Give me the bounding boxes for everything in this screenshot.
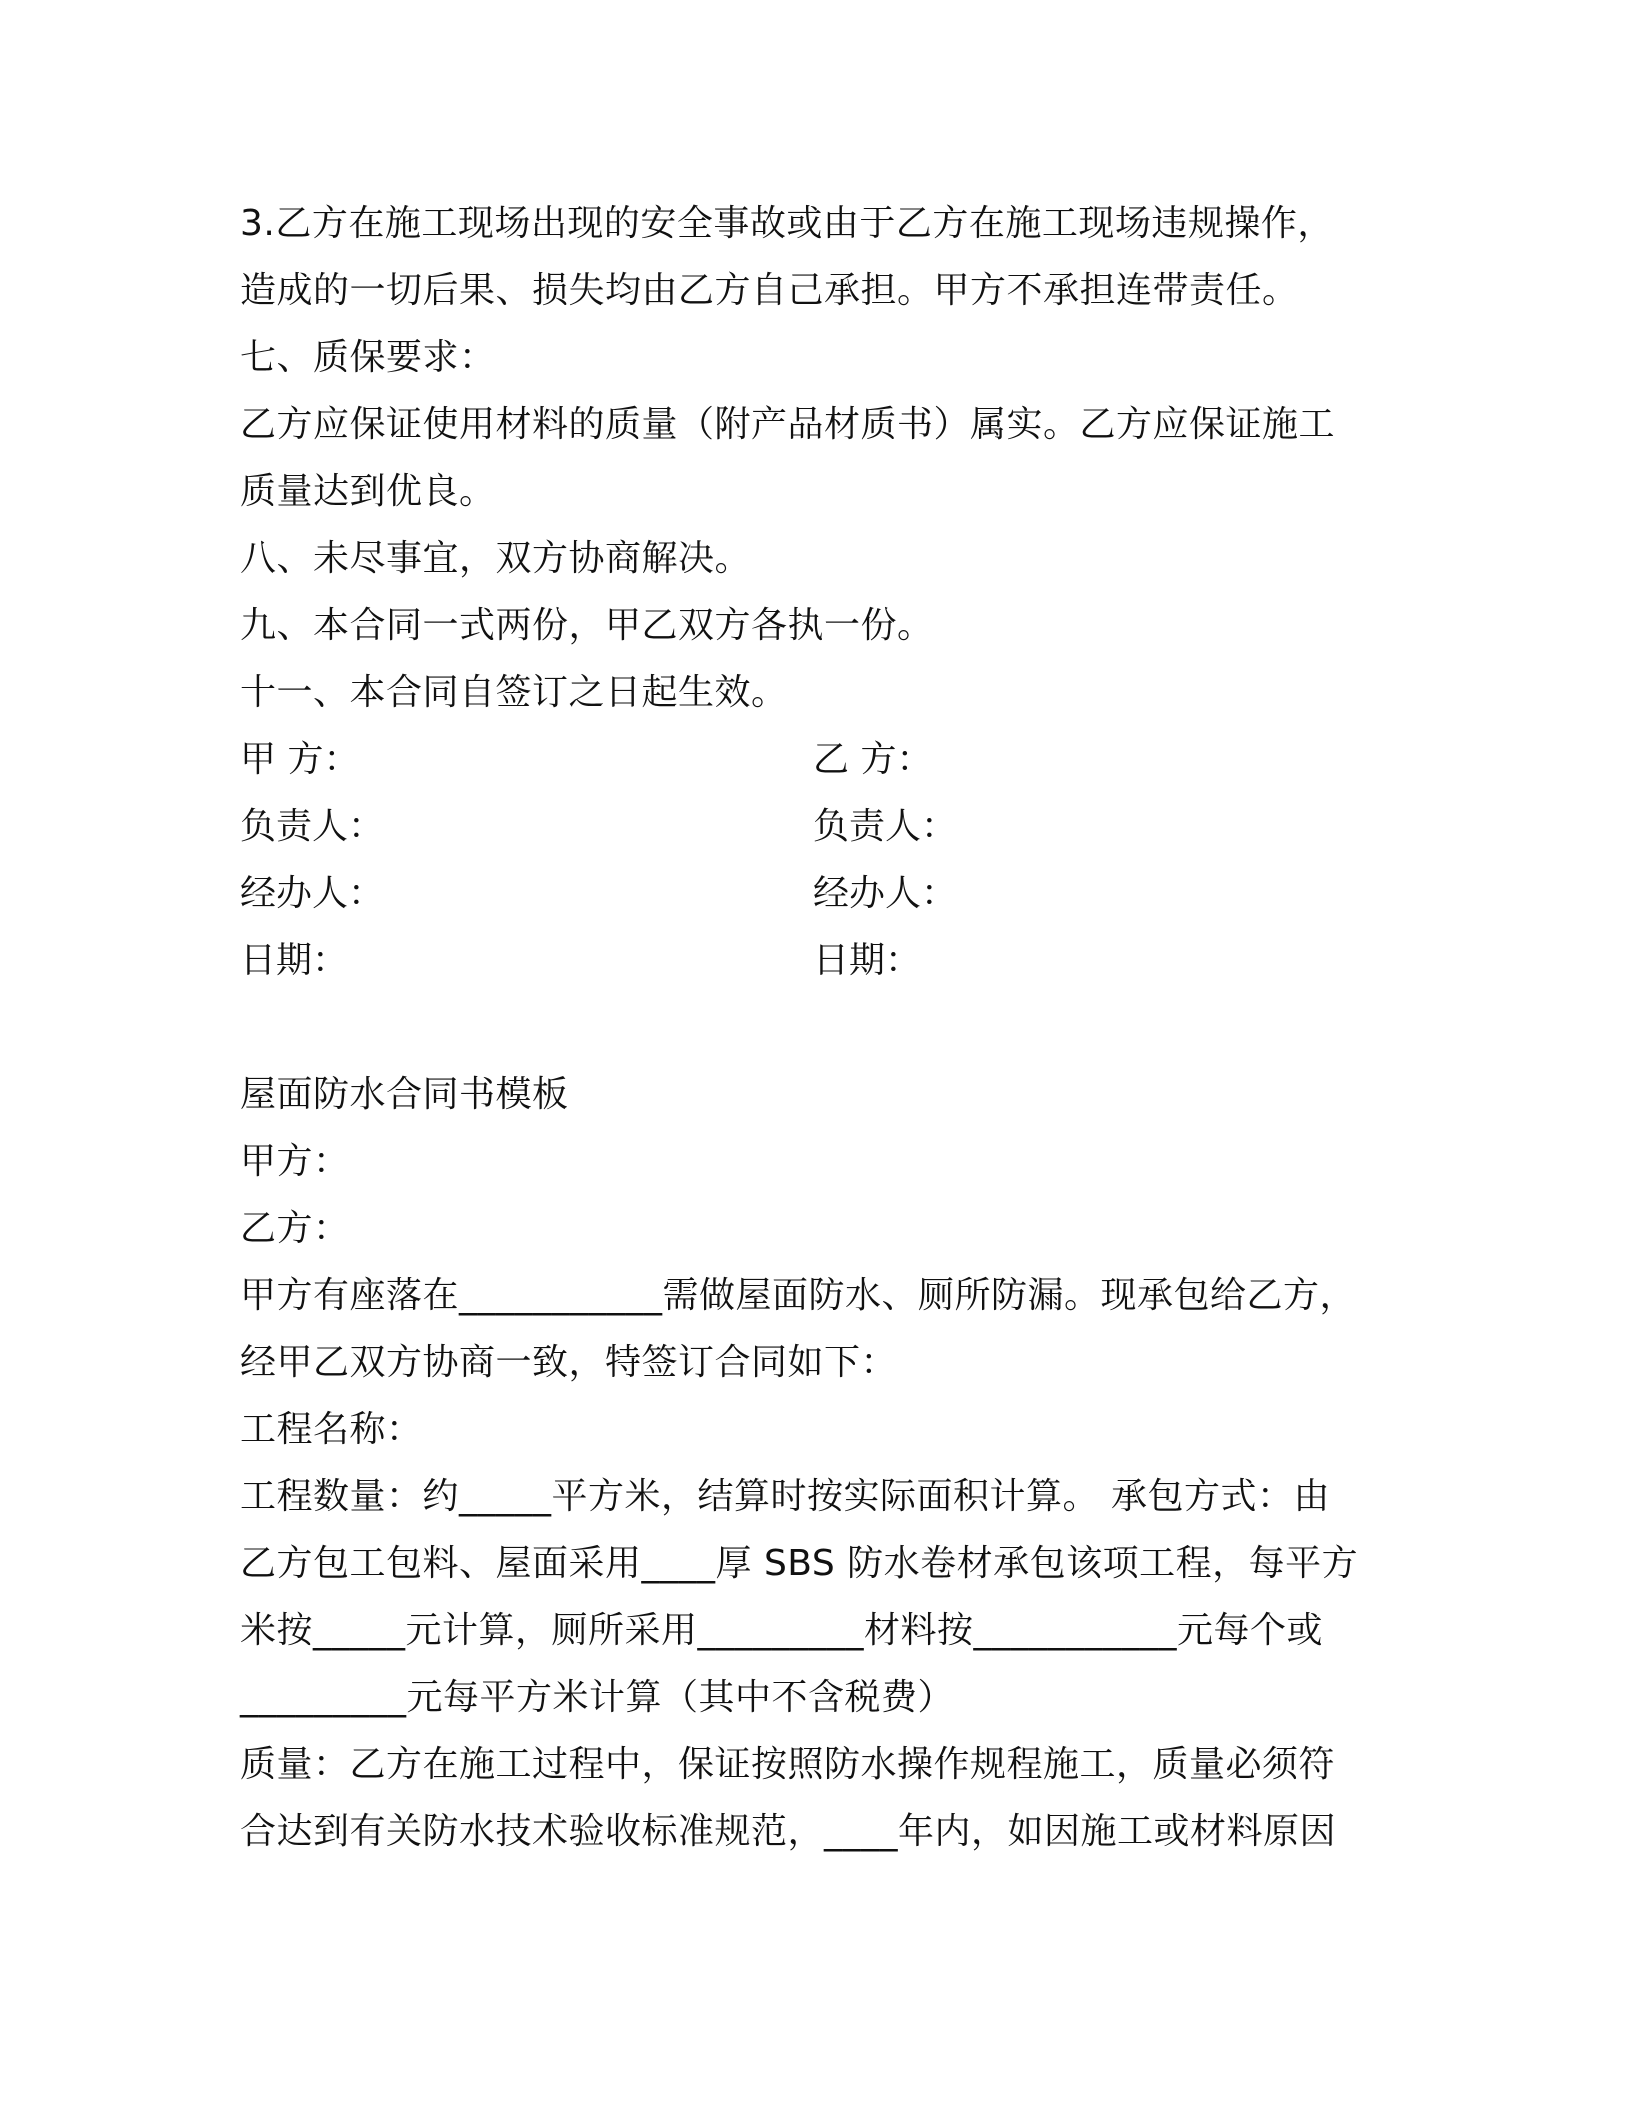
clause-line: 九、本合同一式两份，甲乙双方各执一份。 [240, 605, 934, 646]
paragraph-line: 甲方有座落在___________需做屋面防水、厕所防漏。现承包给乙方， [240, 1275, 1357, 1316]
paragraph-line: 造成的一切后果、损失均由乙方自己承担。甲方不承担连带责任。 [240, 270, 1299, 311]
paragraph-line: 质量达到优良。 [240, 471, 496, 512]
signature-row [240, 726, 1400, 793]
party-b-responsible-label: 负责人： [813, 806, 958, 847]
paragraph-line: 甲方： [240, 1141, 350, 1182]
signature-block [240, 726, 1400, 994]
paragraph-line: 工程名称： [240, 1409, 423, 1450]
clause-line: 八、未尽事宜，双方协商解决。 [240, 538, 752, 579]
document-page [240, 190, 1400, 1865]
party-a-date-label: 日期： [240, 940, 349, 981]
party-b-handler-label: 经办人： [813, 873, 958, 914]
paragraph-line: 米按_____元计算，厕所采用_________材料按___________元每个或 [240, 1610, 1324, 1651]
party-a-responsible-label: 负责人： [240, 806, 385, 847]
paragraph-line: 乙方应保证使用材料的质量（附产品材质书）属实。乙方应保证施工 [240, 404, 1336, 445]
paragraph-line: 质量：乙方在施工过程中，保证按照防水操作规程施工，质量必须符 [240, 1744, 1336, 1785]
signature-row [240, 860, 1400, 927]
paragraph-line: 乙方： [240, 1208, 350, 1249]
section-one [240, 190, 1400, 726]
party-b-date-label: 日期： [813, 940, 922, 981]
party-a-label: 甲 方： [240, 739, 360, 780]
section-heading: 七、质保要求： [240, 337, 496, 378]
paragraph-line: 乙方包工包料、屋面采用____厚 SBS 防水卷材承包该项工程，每平方 [240, 1543, 1359, 1584]
paragraph-line: 经甲乙双方协商一致，特签订合同如下： [240, 1342, 898, 1383]
blank-spacer [240, 994, 1400, 1061]
document-title: 屋面防水合同书模板 [240, 1074, 569, 1115]
paragraph-line: 3.乙方在施工现场出现的安全事故或由于乙方在施工现场违规操作， [240, 203, 1334, 244]
paragraph-line: _________元每平方米计算（其中不含税费） [240, 1677, 955, 1718]
signature-row [240, 793, 1400, 860]
party-b-label: 乙 方： [813, 739, 933, 780]
signature-row [240, 927, 1400, 994]
clause-line: 十一、本合同自签订之日起生效。 [240, 672, 788, 713]
party-a-handler-label: 经办人： [240, 873, 385, 914]
paragraph-line: 工程数量：约_____平方米，结算时按实际面积计算。 承包方式：由 [240, 1476, 1330, 1517]
section-two [240, 1061, 1400, 1865]
paragraph-line: 合达到有关防水技术验收标准规范，____年内，如因施工或材料原因 [240, 1811, 1337, 1852]
